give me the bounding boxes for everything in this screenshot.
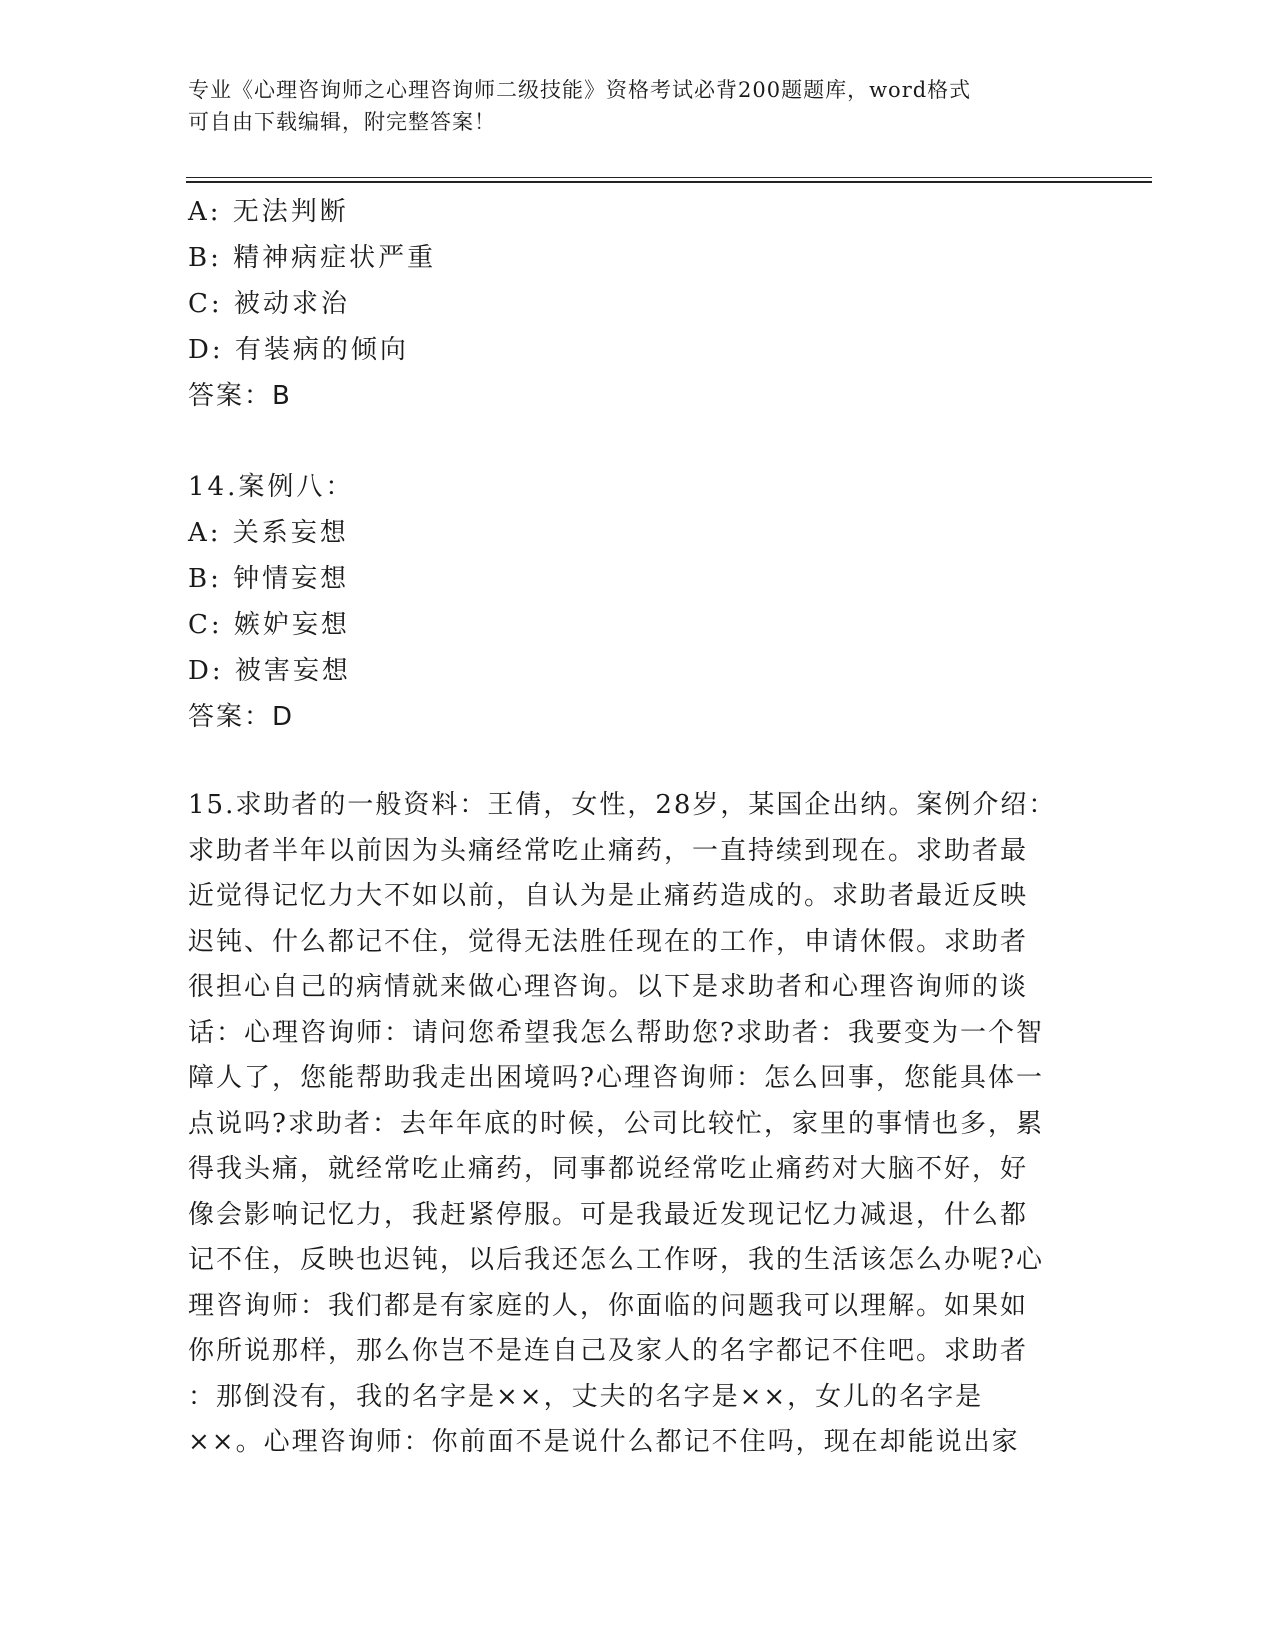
- option-c: C: 嫉妒妄想: [188, 610, 350, 640]
- header-line-2: 可自由下载编辑，附完整答案！: [188, 110, 496, 134]
- option-d: D: 有装病的倾向: [188, 335, 409, 365]
- paragraph-line: ：那倒没有，我的名字是××，丈夫的名字是××，女儿的名字是: [188, 1381, 984, 1412]
- paragraph-line: 障人了，您能帮助我走出困境吗?心理咨询师：怎么回事，您能具体一: [188, 1063, 1044, 1093]
- document-header: [188, 74, 1068, 138]
- question-text: 14.案例八：: [188, 472, 355, 502]
- paragraph-line: 理咨询师：我们都是有家庭的人，你面临的问题我可以理解。如果如: [188, 1290, 1029, 1321]
- header-rule-thick: [186, 181, 1152, 183]
- header-rule-thin: [186, 177, 1152, 178]
- question-15: [188, 783, 1068, 1466]
- answer-line: 答案：B: [188, 381, 292, 411]
- header-line-1: 专业《心理咨询师之心理咨询师二级技能》资格考试必背200题题库，word格式: [188, 78, 972, 102]
- answer-line: 答案：D: [188, 702, 295, 732]
- question-14: [188, 464, 1068, 740]
- paragraph-line: 话：心理咨询师：请问您希望我怎么帮助您?求助者：我要变为一个智: [188, 1017, 1044, 1048]
- option-a: A: 关系妄想: [188, 518, 349, 548]
- paragraph-line: 你所说那样，那么你岂不是连自己及家人的名字都记不住吧。求助者: [188, 1336, 1029, 1366]
- paragraph-line: 近觉得记忆力大不如以前，自认为是止痛药造成的。求助者最近反映: [188, 881, 1029, 911]
- paragraph-line: 得我头痛，就经常吃止痛药，同事都说经常吃止痛药对大脑不好，好: [188, 1154, 1029, 1184]
- option-a: A: 无法判断: [188, 197, 349, 227]
- paragraph-line: 很担心自己的病情就来做心理咨询。以下是求助者和心理咨询师的谈: [188, 972, 1029, 1002]
- paragraph-line: 求助者半年以前因为头痛经常吃止痛药，一直持续到现在。求助者最: [188, 835, 1029, 866]
- document-body: [188, 189, 1068, 1466]
- paragraph-line: 迟钝、什么都记不住，觉得无法胜任现在的工作，申请休假。求助者: [188, 926, 1029, 957]
- paragraph-line: 15.求助者的一般资料：王倩，女性，28岁，某国企出纳。案例介绍：: [188, 790, 1057, 820]
- option-d: D: 被害妄想: [188, 656, 351, 686]
- paragraph-line: 像会影响记忆力，我赶紧停服。可是我最近发现记忆力减退，什么都: [188, 1199, 1029, 1230]
- paragraph-line: ××。心理咨询师：你前面不是说什么都记不住吗，现在却能说出家: [188, 1427, 1020, 1457]
- option-c: C: 被动求治: [188, 289, 350, 319]
- option-b: B: 钟情妄想: [188, 564, 350, 594]
- question-13: [188, 189, 1068, 419]
- paragraph-line: 点说吗?求助者：去年年底的时候，公司比较忙，家里的事情也多，累: [188, 1108, 1044, 1139]
- option-b: B: 精神病症状严重: [188, 243, 437, 273]
- paragraph-line: 记不住，反映也迟钝，以后我还怎么工作呀，我的生活该怎么办呢?心: [188, 1245, 1044, 1275]
